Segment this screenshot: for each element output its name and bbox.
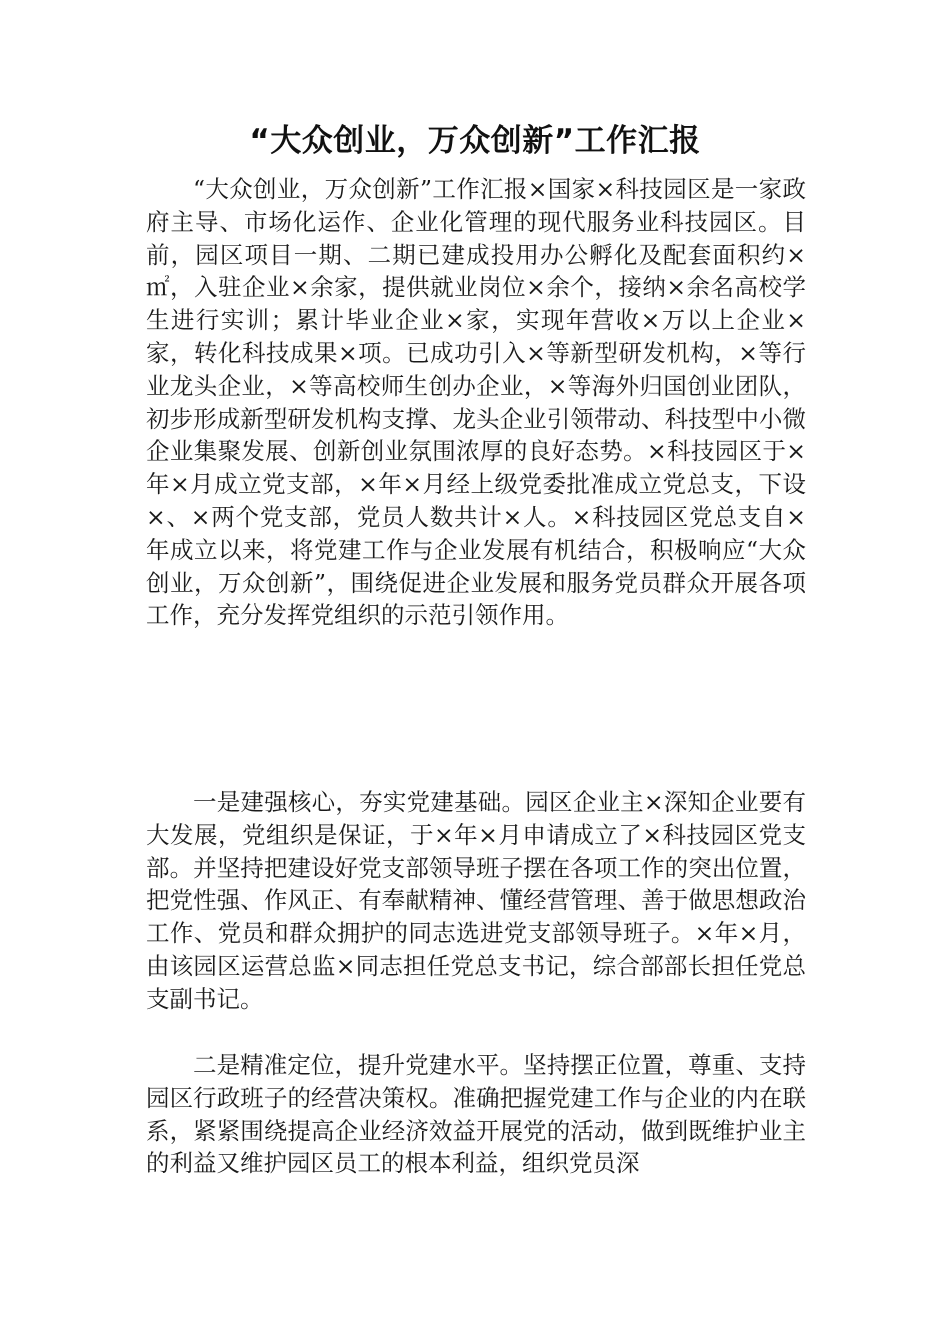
paragraph-intro: “大众创业，万众创新”工作汇报×国家×科技园区是一家政府主导、市场化运作、企业化管理的现代服务业科技园区。目前，园区项目一期、二期已建成投用办公孵化及配套面积约×㎡，入驻企业×余家，提供就业岗位×余个，接纳×余名高校学生进行实训；累计毕业企业×家，实现年营收×万以上企业×家，转化科技成果×项。已成功引入×等新型研发机构，×等行业龙头企业，×等高校师生创办企业，×等海外归国创业团队，初步形成新型研发机构支撑、龙头企业引领带动、科技型中小微企业集聚发展、创新创业氛围浓厚的良好态势。×科技园区于×年×月成立党支部，×年×月经上级党委批准成立党总支，下设×、×两个党支部，党员人数共计×人。×科技园区党总支自×年成立以来，将党建工作与企业发展有机结合，积极响应“大众创业，万众创新”，围绕促进企业发展和服务党员群众开展各项工作，充分发挥党组织的示范引领作用。 xyxy=(146,175,806,630)
paragraph-section-2: 二是精准定位，提升党建水平。坚持摆正位置，尊重、支持园区行政班子的经营决策权。准确把握党建工作与企业的内在联系，紧紧围绕提高企业经济效益开展党的活动，做到既维护业主的利益又维护园区员工的根本利益，组织党员深 xyxy=(146,1051,806,1178)
document-title: “大众创业，万众创新”工作汇报 xyxy=(249,123,701,159)
paragraph-section-1: 一是建强核心，夯实党建基础。园区企业主×深知企业要有大发展，党组织是保证，于×年×月申请成立了×科技园区党支部。并坚持把建设好党支部领导班子摆在各项工作的突出位置，把党性强、作风正、有奉献精神、懂经营管理、善于做思想政治工作、党员和群众拥护的同志选进党支部领导班子。×年×月，由该园区运营总监×同志担任党总支书记，综合部部长担任党总支副书记。 xyxy=(146,788,806,1013)
